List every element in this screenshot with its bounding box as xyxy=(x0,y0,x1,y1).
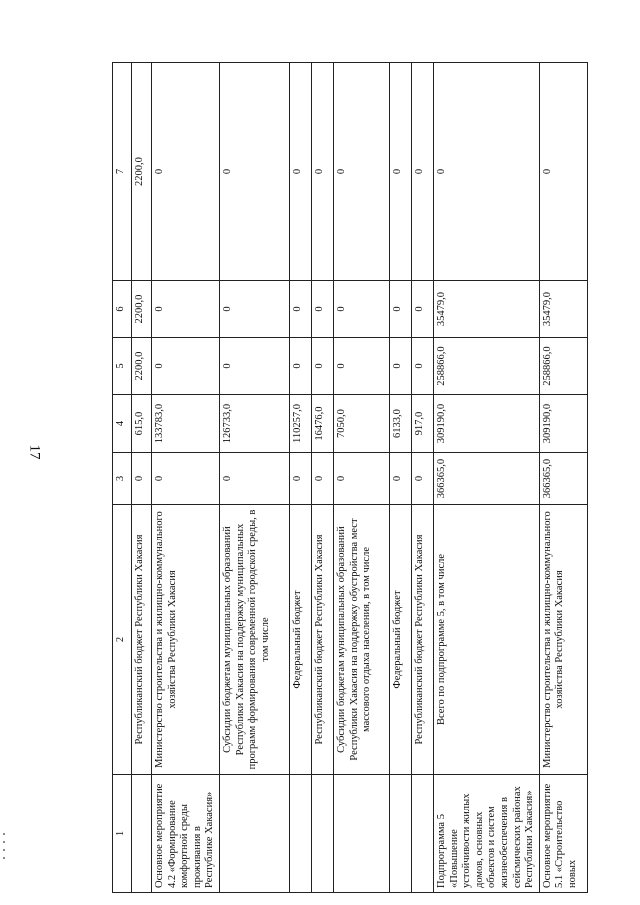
table-cell-col-1: Основное мероприятие 4.2 «Формирование комфортной среды проживания в Республике Хакасия» xyxy=(152,775,220,893)
table-cell-col-3: 0 xyxy=(333,453,389,505)
table-row xyxy=(311,63,333,893)
table-row xyxy=(333,63,389,893)
table-cell-col-6: 35479,0 xyxy=(433,281,539,338)
table-cell-col-2: Министерство строительства и жилищно-коммунального хозяйства Республики Хакасия xyxy=(152,505,220,775)
table-cell-col-7: 0 xyxy=(389,63,411,281)
table-cell-col-6: 0 xyxy=(311,281,333,338)
table-cell-col-3: 0 xyxy=(152,453,220,505)
table-cell-col-5: 258866,0 xyxy=(539,338,587,395)
table-cell-col-5: 0 xyxy=(311,338,333,395)
table-cell-col-3: 0 xyxy=(219,453,289,505)
table-cell-col-2: Субсидии бюджетам муниципальных образований Республики Хакасия на поддержку обустройства мест массового отдыха населения, в том числе xyxy=(333,505,389,775)
table-cell-col-1 xyxy=(289,775,311,893)
table-cell-col-7: 0 xyxy=(333,63,389,281)
table-cell-col-5: 0 xyxy=(289,338,311,395)
table-cell-col-2: Республиканский бюджет Республики Хакасия xyxy=(132,505,152,775)
header-cell-6: 6 xyxy=(113,281,132,338)
table-cell-col-6: 0 xyxy=(219,281,289,338)
table-cell-col-4: 309190,0 xyxy=(539,395,587,453)
table-cell-col-4: 309190,0 xyxy=(433,395,539,453)
table-cell-col-3: 366365,0 xyxy=(433,453,539,505)
table-cell-col-3: 0 xyxy=(411,453,433,505)
table-cell-col-4: 110257,0 xyxy=(289,395,311,453)
table-row xyxy=(433,63,539,893)
table-cell-col-4: 133783,0 xyxy=(152,395,220,453)
table-cell-col-7: 2200,0 xyxy=(132,63,152,281)
table-cell-col-5: 258866,0 xyxy=(433,338,539,395)
table-cell-col-4: 126733,0 xyxy=(219,395,289,453)
table-cell-col-2: Федеральный бюджет xyxy=(289,505,311,775)
table-cell-col-5: 0 xyxy=(152,338,220,395)
table-row xyxy=(389,63,411,893)
table-row xyxy=(539,63,587,893)
table-cell-col-5: 2200,0 xyxy=(132,338,152,395)
table-cell-col-3: 0 xyxy=(132,453,152,505)
table-cell-col-6: 0 xyxy=(152,281,220,338)
table-cell-col-4: 6133,0 xyxy=(389,395,411,453)
table-cell-col-1 xyxy=(411,775,433,893)
table-cell-col-1: Подпрограмма 5 «Повышение устойчивости жилых домов, основных объектов и систем жизнеобеспечения в сейсмических районах Республики Хакасия» xyxy=(433,775,539,893)
table-cell-col-6: 0 xyxy=(389,281,411,338)
table-cell-col-2: Министерство строительства и жилищно-коммунального хозяйства Республики Хакасия xyxy=(539,505,587,775)
header-cell-7: 7 xyxy=(113,63,132,281)
table-cell-col-3: 0 xyxy=(289,453,311,505)
table-cell-col-4: 7050,0 xyxy=(333,395,389,453)
table-row xyxy=(289,63,311,893)
table-row xyxy=(411,63,433,893)
table-cell-col-5: 0 xyxy=(389,338,411,395)
table-row xyxy=(219,63,289,893)
table-cell-col-1 xyxy=(333,775,389,893)
table-row xyxy=(152,63,220,893)
budget-table xyxy=(112,62,588,893)
table-header-row xyxy=(113,63,132,893)
table-cell-col-1 xyxy=(219,775,289,893)
table-cell-col-2: Субсидии бюджетам муниципальных образований Республики Хакасия на поддержку муниципальных программ формирования современной городской среды, в том числе xyxy=(219,505,289,775)
header-cell-4: 4 xyxy=(113,395,132,453)
table-cell-col-5: 0 xyxy=(219,338,289,395)
table-cell-col-6: 2200,0 xyxy=(132,281,152,338)
table-cell-col-2: Федеральный бюджет xyxy=(389,505,411,775)
table-cell-col-4: 615,0 xyxy=(132,395,152,453)
table-cell-col-7: 0 xyxy=(289,63,311,281)
table-cell-col-6: 35479,0 xyxy=(539,281,587,338)
table-cell-col-6: 0 xyxy=(411,281,433,338)
header-cell-3: 3 xyxy=(113,453,132,505)
table-cell-col-3: 0 xyxy=(311,453,333,505)
table-cell-col-3: 366365,0 xyxy=(539,453,587,505)
table-cell-col-5: 0 xyxy=(333,338,389,395)
table-cell-col-7: 0 xyxy=(219,63,289,281)
table-cell-col-7: 0 xyxy=(411,63,433,281)
table-cell-col-6: 0 xyxy=(289,281,311,338)
table-cell-col-5: 0 xyxy=(411,338,433,395)
table-cell-col-3: 0 xyxy=(389,453,411,505)
table-cell-col-7: 0 xyxy=(152,63,220,281)
table-cell-col-1: Основное мероприятие 5.1 «Строительство новых xyxy=(539,775,587,893)
table-cell-col-1 xyxy=(389,775,411,893)
scan-specks xyxy=(0,829,8,869)
table-cell-col-1 xyxy=(132,775,152,893)
header-cell-1: 1 xyxy=(113,775,132,893)
header-cell-2: 2 xyxy=(113,505,132,775)
table-frame xyxy=(112,63,578,893)
table-cell-col-7: 0 xyxy=(311,63,333,281)
table-cell-col-2: Всего по подпрограмме 5, в том числе xyxy=(433,505,539,775)
table-cell-col-2: Республиканский бюджет Республики Хакасия xyxy=(311,505,333,775)
table-cell-col-1 xyxy=(311,775,333,893)
table-cell-col-7: 0 xyxy=(433,63,539,281)
table-cell-col-4: 917,0 xyxy=(411,395,433,453)
table-cell-col-7: 0 xyxy=(539,63,587,281)
table-row xyxy=(132,63,152,893)
table-cell-col-4: 16476,0 xyxy=(311,395,333,453)
page-number: 17 xyxy=(26,444,43,460)
table-cell-col-6: 0 xyxy=(333,281,389,338)
header-cell-5: 5 xyxy=(113,338,132,395)
table-cell-col-2: Республиканский бюджет Республики Хакасия xyxy=(411,505,433,775)
